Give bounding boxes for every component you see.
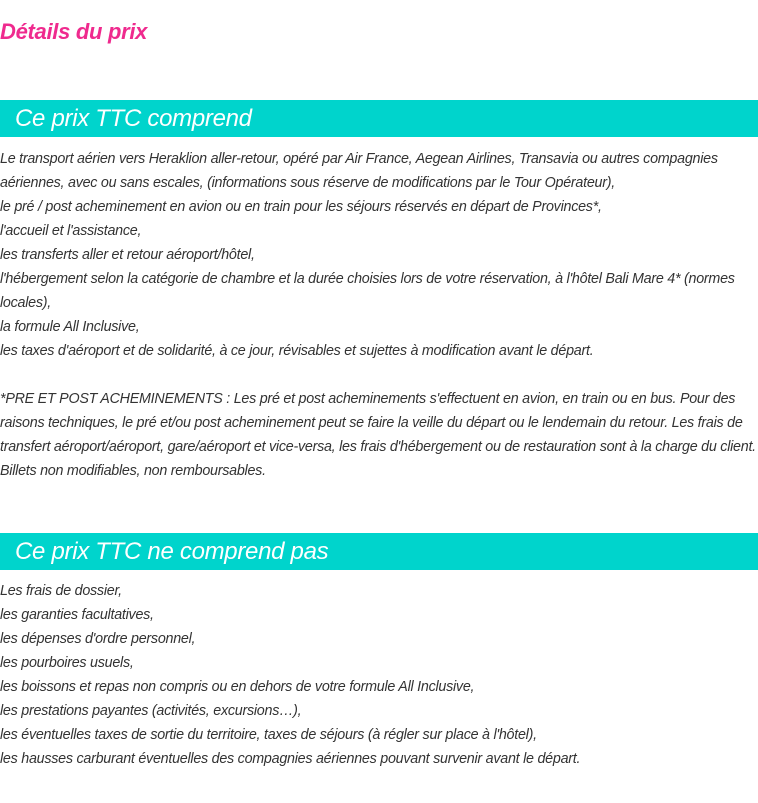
included-list: [0, 147, 758, 483]
excluded-item: les garanties facultatives,: [0, 607, 154, 623]
included-item: l'accueil et l'assistance,: [0, 223, 142, 239]
excluded-item: Les frais de dossier,: [0, 583, 122, 599]
included-item: la formule All Inclusive,: [0, 319, 140, 335]
included-item: l'hébergement selon la catégorie de chambre et la durée choisies lors de votre réservation, à l'hôtel Bali Mare 4* (normes locales),: [0, 271, 735, 311]
excluded-item: les dépenses d'ordre personnel,: [0, 631, 196, 647]
included-item: le pré / post acheminement en avion ou en train pour les séjours réservés en départ de Provinces*,: [0, 199, 602, 215]
included-item: les taxes d'aéroport et de solidarité, à ce jour, révisables et sujettes à modification avant le départ.: [0, 343, 594, 359]
page-title: Détails du prix: [0, 19, 148, 44]
excluded-item: les prestations payantes (activités, excursions…),: [0, 703, 302, 719]
excluded-heading: Ce prix TTC ne comprend pas: [0, 533, 758, 570]
included-item: Le transport aérien vers Heraklion aller-retour, opéré par Air France, Aegean Airlines, Transavia ou autres compagnies aériennes, avec ou sans escales, (informations sous réserve de modifications par le Tour Opérateur),: [0, 151, 718, 191]
transfer-note: *PRE ET POST ACHEMINEMENTS : Les pré et post acheminements s'effectuent en avion, en train ou en bus. Pour des raisons techniques, le pré et/ou post acheminement peut se faire la veille du départ ou le lendemain du retour. Les frais de transfert aéroport/aéroport, gare/aéroport et vice-versa, les frais d'hébergement ou de restauration sont à la charge du client. Billets non modifiables, non remboursables.: [0, 391, 756, 479]
excluded-item: les boissons et repas non compris ou en dehors de votre formule All Inclusive,: [0, 679, 475, 695]
spacer: [0, 363, 758, 387]
included-heading: Ce prix TTC comprend: [0, 100, 758, 137]
excluded-item: les pourboires usuels,: [0, 655, 134, 671]
excluded-item: les hausses carburant éventuelles des compagnies aériennes pouvant survenir avant le départ.: [0, 751, 581, 767]
included-item: les transferts aller et retour aéroport/hôtel,: [0, 247, 255, 263]
excluded-item: les éventuelles taxes de sortie du territoire, taxes de séjours (à régler sur place à l'hôtel),: [0, 727, 537, 743]
excluded-list: [0, 579, 758, 771]
